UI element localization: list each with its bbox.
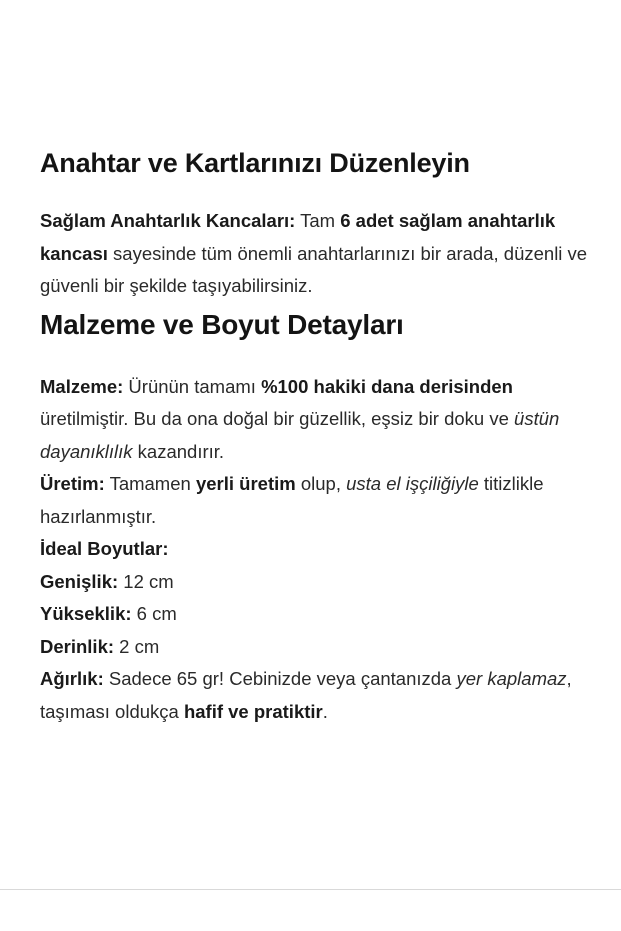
dimension-height-value: 6 cm bbox=[131, 603, 177, 624]
material-text-3: kazandırır. bbox=[132, 440, 225, 462]
production-craftsmanship: usta el işçiliğiyle bbox=[346, 473, 479, 494]
material-label: Malzeme: bbox=[40, 375, 124, 397]
dimensions-label-line bbox=[40, 533, 600, 566]
production-paragraph bbox=[40, 468, 600, 533]
weight-no-space: yer kaplamaz bbox=[456, 668, 567, 689]
weight-paragraph bbox=[40, 663, 600, 728]
production-text-2: olup, bbox=[295, 473, 347, 494]
material-text-2: üretilmiştir. Bu da ona doğal bir güzellik, eşsiz bir doku ve bbox=[40, 408, 515, 429]
weight-label: Ağırlık: bbox=[40, 668, 104, 689]
bottom-divider bbox=[0, 889, 621, 890]
material-leather: %100 hakiki dana derisinden bbox=[261, 375, 513, 397]
production-text-1: Tamamen bbox=[104, 473, 196, 494]
keyring-hooks-text-1: Tam bbox=[295, 210, 341, 231]
keyring-hooks-text-2: sayesinde tüm önemli anahtarlarınızı bir arada, düzenli ve güvenli bir şekilde taşıyabilirsiniz. bbox=[40, 242, 588, 296]
section-heading-organize: Anahtar ve Kartlarınızı Düzenleyin bbox=[40, 148, 470, 178]
dimension-depth-value: 2 cm bbox=[114, 635, 160, 657]
dimension-height-line bbox=[40, 598, 600, 631]
weight-text-1: Sadece 65 gr! Cebinizde veya çantanızda bbox=[103, 668, 457, 689]
production-text-3: titizlikle hazırlanmıştır. bbox=[40, 473, 544, 527]
dimension-width-label: Genişlik: bbox=[40, 570, 119, 592]
production-label: Üretim: bbox=[40, 473, 105, 494]
keyring-hooks-label: Sağlam Anahtarlık Kancaları: bbox=[40, 210, 296, 231]
weight-light-practical: hafif ve pratiktir bbox=[183, 700, 323, 722]
dimension-width-value: 12 cm bbox=[118, 570, 174, 592]
material-paragraph bbox=[40, 371, 600, 469]
dimension-width-line bbox=[40, 566, 600, 599]
dimensions-label: İdeal Boyutlar: bbox=[40, 538, 169, 559]
keyring-hooks-count: 6 adet sağlam anahtarlık kancası bbox=[40, 210, 556, 264]
material-text-1: Ürünün tamamı bbox=[123, 375, 262, 397]
weight-text-3: . bbox=[322, 700, 328, 722]
dimension-depth-line bbox=[40, 631, 600, 664]
keyring-hooks-paragraph bbox=[40, 205, 600, 303]
section-heading-material: Malzeme ve Boyut Detayları bbox=[40, 308, 404, 340]
weight-text-2: , taşıması oldukça bbox=[40, 668, 572, 722]
dimension-height-label: Yükseklik: bbox=[40, 603, 132, 624]
dimension-depth-label: Derinlik: bbox=[40, 635, 115, 657]
production-local: yerli üretim bbox=[195, 473, 296, 494]
material-durability: üstün dayanıklılık bbox=[40, 408, 560, 462]
product-description bbox=[40, 143, 600, 728]
